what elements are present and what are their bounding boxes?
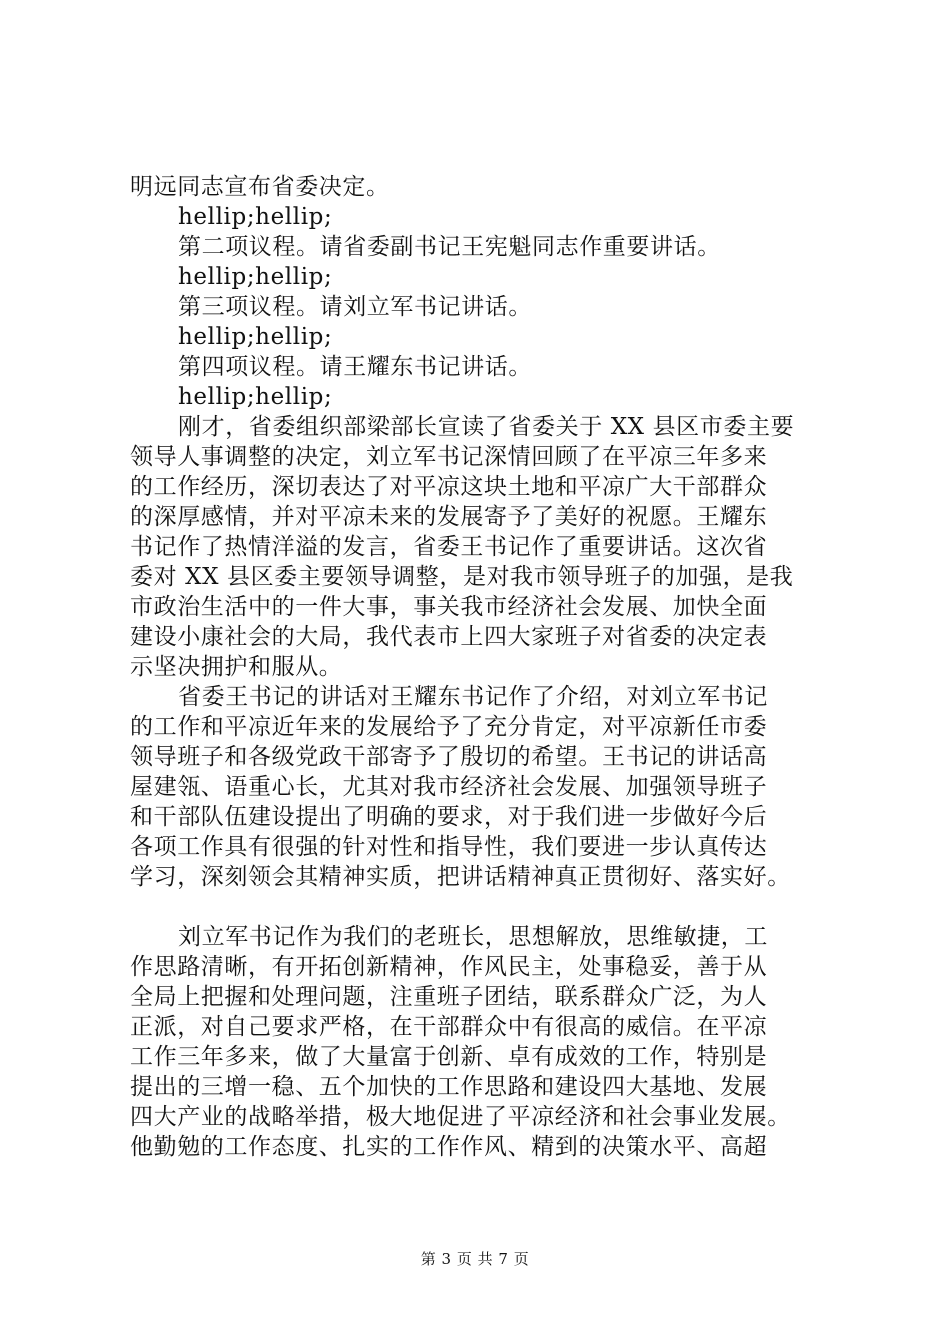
document-body <box>130 172 850 1162</box>
text-line: 他勤勉的工作态度、扎实的工作作风、精到的决策水平、高超 <box>130 1134 768 1160</box>
text-line: hellip;hellip; <box>178 204 333 230</box>
text-line: 领导班子和各级党政干部寄予了殷切的希望。王书记的讲话高 <box>130 744 768 770</box>
paragraph-start-line: 省委王书记的讲话对王耀东书记作了介绍，对刘立军书记 <box>178 684 768 710</box>
text-line: 作思路清晰，有开拓创新精神，作风民主，处事稳妥，善于从 <box>130 954 768 980</box>
text-line: 提出的三增一稳、五个加快的工作思路和建设四大基地、发展 <box>130 1074 768 1100</box>
text-line: 示坚决拥护和服从。 <box>130 654 343 680</box>
text-line: 四大产业的战略举措，极大地促进了平凉经济和社会事业发展。 <box>130 1104 791 1130</box>
text-line: 明远同志宣布省委决定。 <box>130 174 390 200</box>
text-line: 学习，深刻领会其精神实质，把讲话精神真正贯彻好、落实好。 <box>130 864 791 890</box>
text-line: 的工作和平凉近年来的发展给予了充分肯定，对平凉新任市委 <box>130 714 768 740</box>
text-line: hellip;hellip; <box>178 324 333 350</box>
text-line: 工作三年多来，做了大量富于创新、卓有成效的工作，特别是 <box>130 1044 768 1070</box>
text-line: 建设小康社会的大局，我代表市上四大家班子对省委的决定表 <box>130 624 768 650</box>
paragraph-start-line: 刘立军书记作为我们的老班长，思想解放，思维敏捷，工 <box>178 924 768 950</box>
text-line: hellip;hellip; <box>178 264 333 290</box>
text-line: 第二项议程。请省委副书记王宪魁同志作重要讲话。 <box>178 234 721 260</box>
paragraph-gap <box>130 892 850 922</box>
text-line: 正派，对自己要求严格，在干部群众中有很高的威信。在平凉 <box>130 1014 768 1040</box>
text-line: 屋建瓴、语重心长，尤其对我市经济社会发展、加强领导班子 <box>130 774 768 800</box>
text-line: 委对 XX 县区委主要领导调整，是对我市领导班子的加强，是我 <box>130 564 794 590</box>
text-line: 第三项议程。请刘立军书记讲话。 <box>178 294 532 320</box>
text-line: 全局上把握和处理问题，注重班子团结，联系群众广泛，为人 <box>130 984 768 1010</box>
paragraph-start-line: 刚才，省委组织部梁部长宣读了省委关于 XX 县区市委主要 <box>178 414 795 440</box>
text-line: 领导人事调整的决定，刘立军书记深情回顾了在平凉三年多来 <box>130 444 768 470</box>
page-number-footer: 第 3 页 共 7 页 <box>420 1250 530 1268</box>
text-line: 第四项议程。请王耀东书记讲话。 <box>178 354 532 380</box>
text-line: 市政治生活中的一件大事，事关我市经济社会发展、加快全面 <box>130 594 768 620</box>
text-line: 的工作经历，深切表达了对平凉这块土地和平凉广大干部群众 <box>130 474 768 500</box>
text-line: hellip;hellip; <box>178 384 333 410</box>
text-line: 和干部队伍建设提出了明确的要求，对于我们进一步做好今后 <box>130 804 768 830</box>
text-line: 的深厚感情，并对平凉未来的发展寄予了美好的祝愿。王耀东 <box>130 504 768 530</box>
text-line: 各项工作具有很强的针对性和指导性，我们要进一步认真传达 <box>130 834 768 860</box>
text-line: 书记作了热情洋溢的发言，省委王书记作了重要讲话。这次省 <box>130 534 768 560</box>
